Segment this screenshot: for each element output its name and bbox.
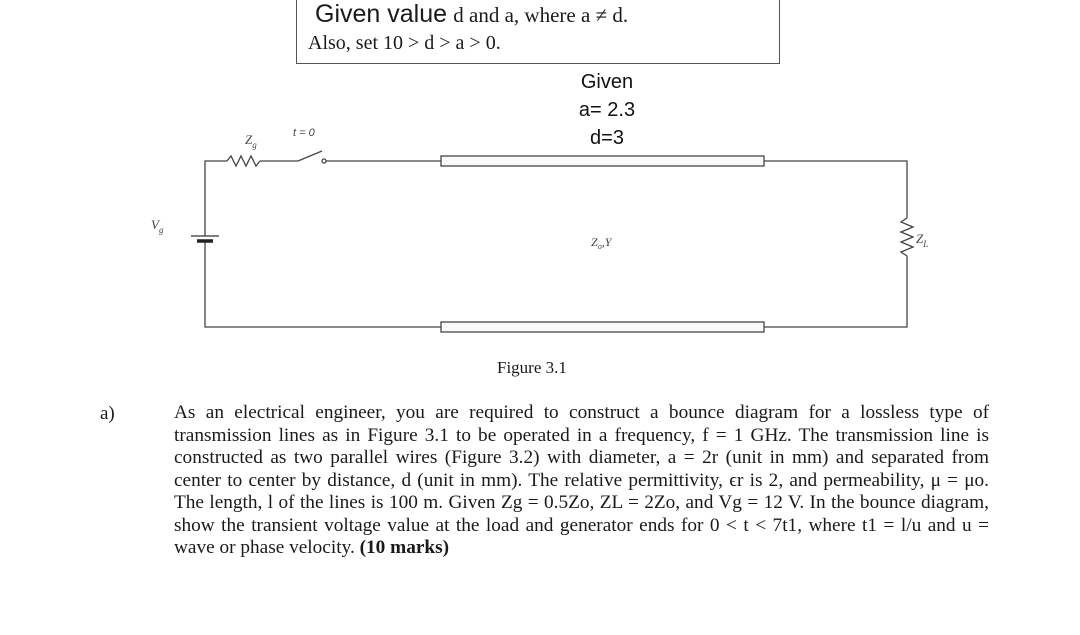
bottom-conductor bbox=[441, 322, 764, 332]
svg-text:Zg bbox=[245, 132, 257, 150]
svg-text:ZL bbox=[916, 231, 928, 249]
zl-label: Z bbox=[916, 231, 924, 246]
line-impedance-label: Z bbox=[591, 235, 598, 249]
line-impedance-sub: o bbox=[597, 242, 602, 251]
svg-text:Vg bbox=[151, 217, 164, 235]
question-text bbox=[174, 402, 989, 560]
top-wire-left bbox=[205, 161, 227, 236]
question-label: a) bbox=[100, 403, 115, 424]
switch-arm bbox=[298, 151, 322, 161]
switch-contact bbox=[322, 159, 326, 163]
bottom-wire-left bbox=[205, 241, 441, 327]
zg-resistor bbox=[227, 156, 260, 166]
bottom-wire-right bbox=[764, 256, 907, 327]
zg-sub: g bbox=[252, 140, 257, 150]
question-marks: (10 marks) bbox=[359, 537, 450, 558]
vg-label: V bbox=[151, 217, 159, 232]
line-propagation-label: ,Y bbox=[601, 235, 612, 249]
given-d-value: d=3 bbox=[590, 127, 624, 149]
zg-label: Z bbox=[245, 132, 253, 147]
question-body: As an electrical engineer, you are required to construct a bounce diagram for a lossless type of transmission lines as in Figure 3.1 to be operated in a frequency, f = 1 GHz. The transmission line is constructed as two parallel wires (Figure 3.2) with diameter, a = 2r (unit in mm) and separated from center to center by distance, d (unit in mm). The relative permittivity, ϵr is 2, and permeability, μ = μo. The length, l of the lines is 100 m. Given Zg = 0.5Zo, ZL = 2Zo, and Vg = 12 V. In the bounce diagram, show the transient voltage value at the load and generator ends for 0 < t < 7t1, where t1 = l/u and u = wave or phase velocity. bbox=[174, 402, 989, 558]
given-a-value: a= 2.3 bbox=[578, 99, 636, 121]
switch-label: t = 0 bbox=[293, 127, 315, 139]
zl-sub: L bbox=[923, 239, 929, 249]
given-value-lead: Given value bbox=[315, 0, 448, 28]
vg-sub: g bbox=[158, 225, 164, 235]
svg-text:Zo,Y bbox=[591, 235, 613, 251]
top-wire-right bbox=[764, 161, 907, 218]
figure-caption: Figure 3.1 bbox=[497, 358, 567, 377]
range-constraint-line: Also, set 10 > d > a > 0. bbox=[308, 32, 501, 54]
given-value-condition: d and a, where a ≠ d. bbox=[453, 3, 629, 27]
zl-resistor bbox=[901, 218, 913, 256]
given-title: Given bbox=[580, 71, 634, 93]
top-conductor bbox=[441, 156, 764, 166]
